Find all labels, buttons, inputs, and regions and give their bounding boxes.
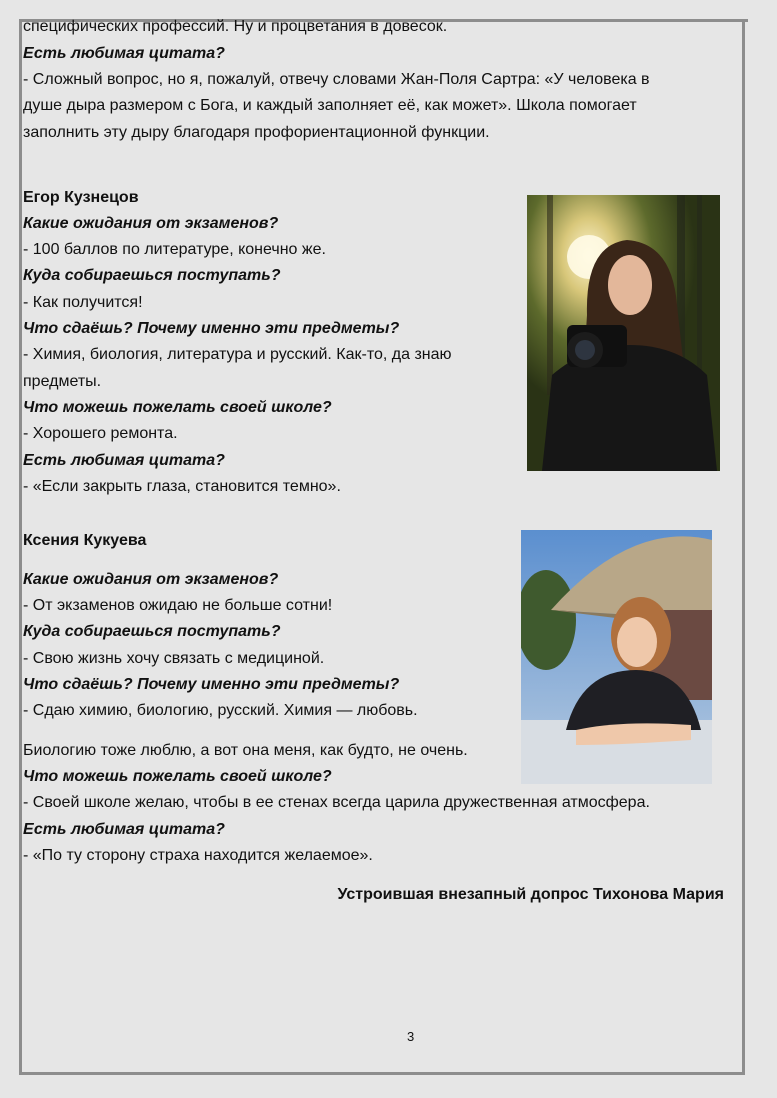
answer-line: предметы. — [23, 373, 102, 390]
answer-line: - Сложный вопрос, но я, пожалуй, отвечу словами Жан-Поля Сартра: «У человека в — [23, 71, 650, 88]
question: Что сдаёшь? Почему именно эти предметы? — [23, 320, 400, 337]
interviewee-name: Ксения Кукуева — [23, 532, 147, 549]
answer-line: - Как получится! — [23, 294, 143, 311]
answer-line: - Свою жизнь хочу связать с медициной. — [23, 650, 325, 667]
question: Есть любимая цитата? — [23, 45, 225, 62]
answer-line: заполнить эту дыру благодаря профориентационной функции. — [23, 124, 490, 141]
question: Что сдаёшь? Почему именно эти предметы? — [23, 676, 400, 693]
question: Что можешь пожелать своей школе? — [23, 768, 332, 785]
page-number: 3 — [407, 1029, 415, 1044]
text-line: специфических профессий. Ну и процветания в довесок. — [23, 18, 448, 35]
question: Куда собираешься поступать? — [23, 267, 281, 284]
answer-line: - Своей школе желаю, чтобы в ее стенах всегда царила дружественная атмосфера. — [23, 794, 650, 811]
ksenia-photo — [521, 530, 712, 784]
egor-photo — [527, 195, 720, 471]
answer-line: - «Если закрыть глаза, становится темно». — [23, 478, 341, 495]
question: Какие ожидания от экзаменов? — [23, 215, 279, 232]
answer-line: - От экзаменов ожидаю не больше сотни! — [23, 597, 333, 614]
signature: Устроившая внезапный допрос Тихонова Мария — [337, 886, 724, 903]
answer-line: Биологию тоже люблю, а вот она меня, как будто, не очень. — [23, 742, 468, 759]
question: Есть любимая цитата? — [23, 452, 225, 469]
question: Какие ожидания от экзаменов? — [23, 571, 279, 588]
interviewee-name: Егор Кузнецов — [23, 189, 139, 206]
answer-line: - Сдаю химию, биологию, русский. Химия — любовь. — [23, 702, 418, 719]
answer-line: - Химия, биология, литература и русский. Как-то, да знаю — [23, 346, 452, 363]
question: Есть любимая цитата? — [23, 821, 225, 838]
question: Куда собираешься поступать? — [23, 623, 281, 640]
answer-line: - «По ту сторону страха находится желаемое». — [23, 847, 373, 864]
question: Что можешь пожелать своей школе? — [23, 399, 332, 416]
answer-line: душе дыра размером с Бога, и каждый заполняет её, как может». Школа помогает — [23, 97, 637, 114]
answer-line: - 100 баллов по литературе, конечно же. — [23, 241, 326, 258]
answer-line: - Хорошего ремонта. — [23, 425, 178, 442]
